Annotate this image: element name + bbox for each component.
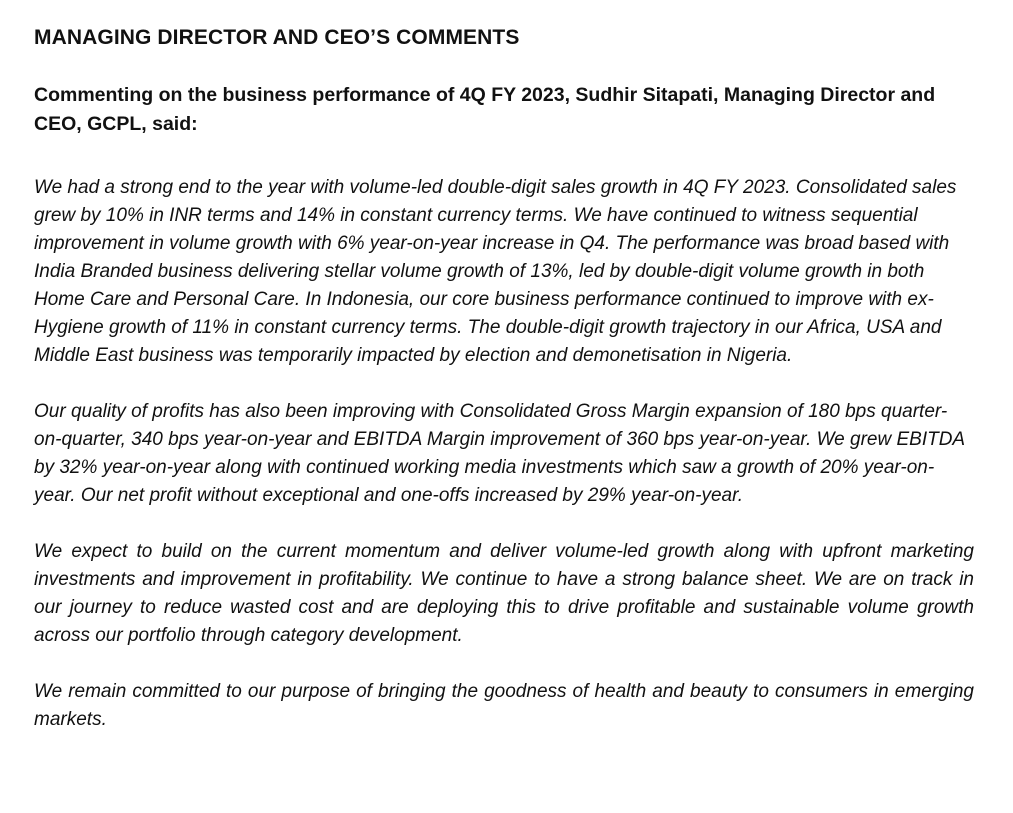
quote-paragraph-1: We had a strong end to the year with volume-led double-digit sales growth in 4Q FY 2023. Consolidated sales grew by 10% in INR terms and 14% in constant currency terms. We have continued to witness sequential improvement in volume growth with 6% year-on-year increase in Q4. The performance was broad based with India Branded business delivering stellar volume growth of 13%, led by double-digit volume growth in both Home Care and Personal Care. In Indonesia, our core business performance continued to improve with ex-Hygiene growth of 11% in constant currency terms. The double-digit growth trajectory in our Africa, USA and Middle East business was temporarily impacted by election and demonetisation in Nigeria. bbox=[34, 177, 957, 366]
section-title: MANAGING DIRECTOR AND CEO’S COMMENTS bbox=[34, 26, 520, 49]
quote-paragraph-3: We expect to build on the current momentum and deliver volume-led growth along with upfront marketing investments and improvement in profitability. We continue to have a strong balance sheet. We are on track in our journey to reduce wasted cost and are deploying this to drive profitable and sustainable volume growth across our portfolio through category development. bbox=[34, 541, 974, 646]
quote-paragraph-2: Our quality of profits has also been improving with Consolidated Gross Margin expansion of 180 bps quarter-on-quarter, 340 bps year-on-year and EBITDA Margin improvement of 360 bps year-on-year. We grew EBITDA by 32% year-on-year along with continued working media investments which saw a growth of 20% year-on-year. Our net profit without exceptional and one-offs increased by 29% year-on-year. bbox=[34, 401, 965, 506]
intro-statement: Commenting on the business performance of 4Q FY 2023, Sudhir Sitapati, Managing Director and CEO, GCPL, said: bbox=[34, 84, 936, 135]
document-page bbox=[34, 24, 974, 734]
quote-paragraph-4: We remain committed to our purpose of bringing the goodness of health and beauty to consumers in emerging markets. bbox=[34, 681, 974, 730]
